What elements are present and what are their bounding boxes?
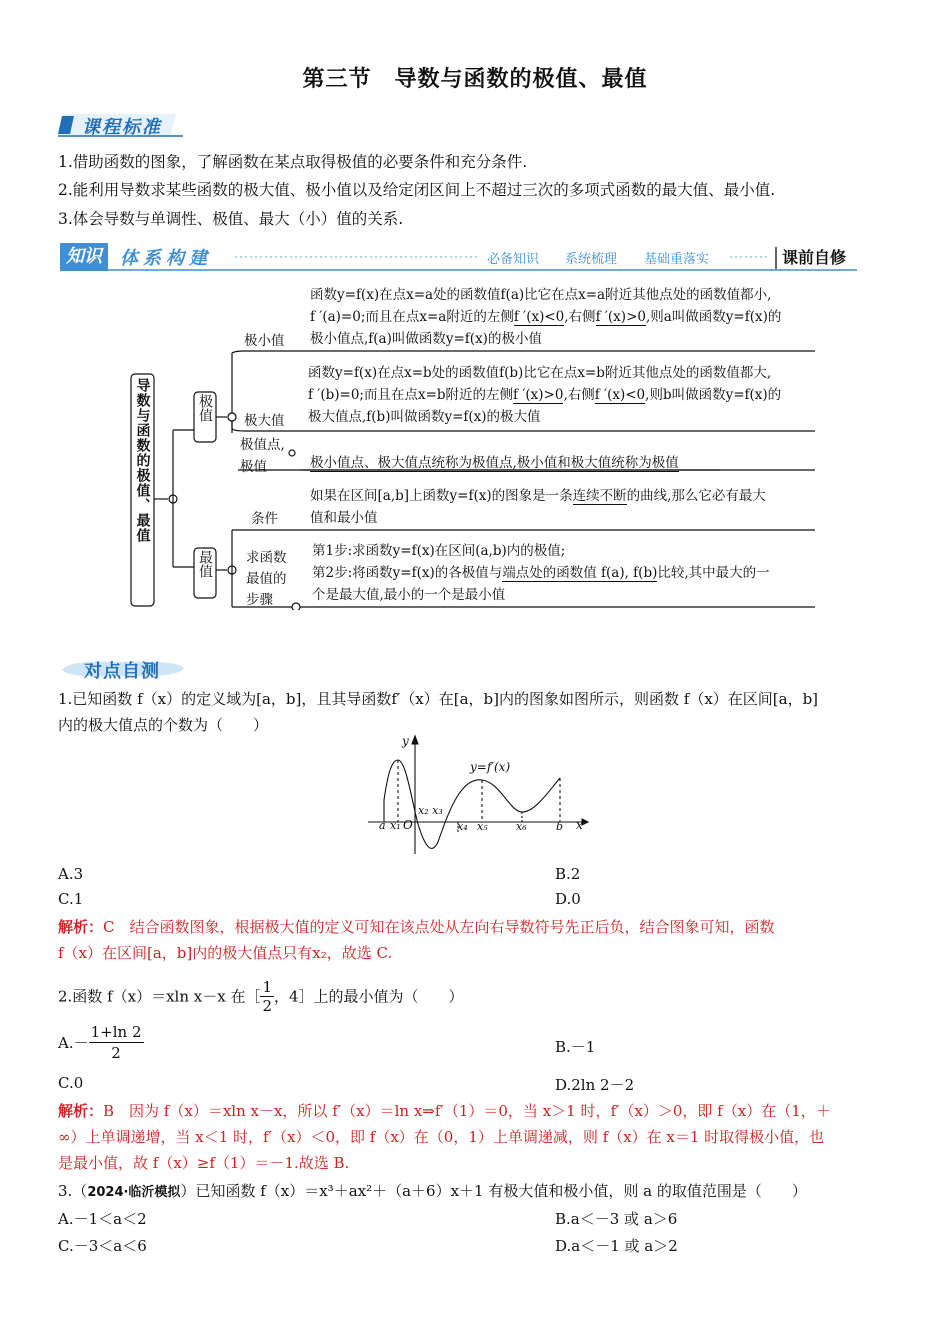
- graph-a-label: a: [379, 819, 386, 832]
- point-definition: 极小值点、极大值点统称为极值点,极小值和极大值统称为极值: [310, 455, 679, 471]
- min-label: 极小值: [244, 333, 285, 349]
- branch-extreme-node: [194, 394, 216, 429]
- max-line-3: 极大值点,f(b)叫做函数y=f(x)的极大值: [308, 409, 541, 425]
- branch-max-node: [194, 550, 216, 585]
- self-test-title: 对点自测: [84, 661, 160, 682]
- min-line-2: f ′(a)=0;而且在点x=a附近的左侧f ′(x)<0,右侧f ′(x)>0,则a叫做函数y=f(x)的: [310, 309, 782, 325]
- q1-option-b[interactable]: B.2: [555, 865, 581, 883]
- q3-option-b[interactable]: B.a＜－3 或 a＞6: [555, 1210, 678, 1228]
- step-1: 第1步:求函数y=f(x)在区间(a,b)内的极值;: [312, 543, 566, 559]
- graph-x6-label: x₆: [516, 820, 527, 833]
- q3-source: 2024·临沂模拟: [87, 1185, 181, 1200]
- q1-option-a[interactable]: A.3: [58, 865, 84, 883]
- q1-graph: [360, 732, 590, 857]
- q2-analysis: 解析：B 因为 f（x）＝xln x－x，所以 f′（x）＝ln x⇒f′（1）＝0，当 x＞1 时，f′（x）＞0，即 f（x）在（1，＋ ∞）上单调递增，当 x＜1 时，f′（x）＜0，即 f（x）在（0，1）上单调递减，则 f（x）在 x＝1 时取得极小值，也 是最小值，故 f（x）≥f（1）＝－1.故选 B.: [58, 1102, 831, 1172]
- standard-item-3: 3.体会导数与单调性、极值、最大（小）值的关系.: [58, 210, 404, 228]
- q2-option-d[interactable]: D.2ln 2－2: [555, 1076, 635, 1094]
- q2-option-c[interactable]: C.0: [58, 1074, 84, 1092]
- graph-func-label: y=f′(x): [470, 760, 511, 774]
- course-standard-title: 课程标准: [82, 117, 162, 138]
- min-line-1: 函数y=f(x)在点x=a处的函数值f(a)比它在点x=a附近其他点处的函数值都小,: [310, 287, 772, 303]
- graph-x4-label: x₄: [457, 820, 468, 833]
- condition-definition: 如果在区间[a,b]上函数y=f(x)的图象是一条连续不断的曲线,那么它必有最大 值和最小值: [310, 488, 766, 526]
- graph-x2x3-label: x₂ x₃: [418, 804, 443, 817]
- max-definition: [308, 362, 820, 428]
- max-line-1: 函数y=f(x)在点x=b处的函数值f(b)比它在点x=b附近其他点处的函数值都大,: [308, 365, 772, 381]
- q1-option-c[interactable]: C.1: [58, 890, 84, 908]
- banner-text-label: 体系构建: [120, 248, 212, 269]
- max-line-2: f ′(b)=0;而且在点x=b附近的左侧f ′(x)>0,右侧f ′(x)<0,则b叫做函数y=f(x)的: [308, 387, 782, 403]
- banner-tag-3: 基础重落实: [644, 252, 710, 267]
- graph-b-label: b: [556, 820, 564, 833]
- q1-option-d[interactable]: D.0: [555, 890, 581, 908]
- graph-x-label: x: [576, 818, 583, 832]
- steps-definition: [312, 540, 822, 606]
- self-test-badge: [58, 656, 188, 680]
- banner-right-label: 课前自修: [782, 248, 847, 267]
- q1-analysis: 解析：C 结合函数图象，根据极大值的定义可知在该点处从左向右导数符号先正后负，结合图象可知，函数 f（x）在区间[a，b]内的极大值点只有x₂，故选 C.: [58, 918, 775, 962]
- derivative-graph: [360, 732, 590, 857]
- graph-origin-label: O: [403, 818, 413, 832]
- concept-diagram: [0, 280, 950, 610]
- steps-label: 求函数最值的步骤: [246, 550, 287, 608]
- branch-extreme-label: 极值: [197, 394, 213, 422]
- branch-max-label: 最值: [197, 550, 213, 578]
- q2-option-a[interactable]: A.－ $\frac{1+\ln 2}{2}$: [58, 1023, 142, 1062]
- root-label: 导数与函数的极值、最值: [134, 378, 151, 543]
- course-standard-badge: [58, 112, 183, 138]
- banner-tag-1: 必备知识: [487, 252, 540, 267]
- min-definition: [310, 284, 820, 350]
- knowledge-banner: [60, 243, 857, 271]
- graph-x1-label: x₁: [390, 819, 401, 832]
- max-label: 极大值: [244, 413, 285, 429]
- graph-x5-label: x₅: [477, 820, 488, 833]
- condition-label: 条件: [251, 511, 278, 527]
- step-3: 个是最大值,最小的一个是最小值: [312, 587, 506, 603]
- banner-box-label: 知识: [60, 243, 108, 271]
- banner-tag-2: 系统梳理: [565, 252, 618, 267]
- root-node: [131, 378, 154, 550]
- q1-stem: 1.已知函数 f（x）的定义域为[a，b]，且其导函数f′（x）在[a，b]内的图象如图所示，则函数 f（x）在区间[a，b] 内的极大值点的个数为（ ）: [58, 690, 819, 734]
- q2-fraction: $\frac{1}{2}$: [262, 978, 273, 1015]
- page-title: 第三节 导数与函数的极值、最值: [302, 67, 648, 92]
- q2-option-b[interactable]: B.－1: [555, 1038, 596, 1056]
- graph-y-label: y: [402, 734, 409, 748]
- q3-stem: 3.（2024·临沂模拟）已知函数 f（x）＝x³＋ax²＋（a＋6）x＋1 有极大值和极小值，则 a 的取值范围是（ ）: [58, 1182, 807, 1200]
- standard-item-2: 2.能利用导数求某些函数的极大值、极小值以及给定闭区间上不超过三次的多项式函数的最大值、最小值.: [58, 181, 776, 199]
- q3-option-c[interactable]: C.－3＜a＜6: [58, 1237, 147, 1255]
- step-2: 第2步:将函数y=f(x)的各极值与端点处的函数值 f(a), f(b)比较,其中最大的一: [312, 565, 770, 581]
- min-line-3: 极小值点,f(a)叫做函数y=f(x)的极小值: [310, 331, 542, 347]
- q3-option-a[interactable]: A.－1＜a＜2: [58, 1210, 147, 1228]
- standard-item-1: 1.借助函数的图象，了解函数在某点取得极值的必要条件和充分条件.: [58, 153, 528, 171]
- q3-option-d[interactable]: D.a＜－1 或 a＞2: [555, 1237, 678, 1255]
- q2-stem: 2.函数 f（x）＝xln x－x 在［ $\frac{1}{2}$ ，4］上的最小值为（ ）: [58, 978, 464, 1015]
- point-label: 极值点, 极值: [240, 437, 285, 475]
